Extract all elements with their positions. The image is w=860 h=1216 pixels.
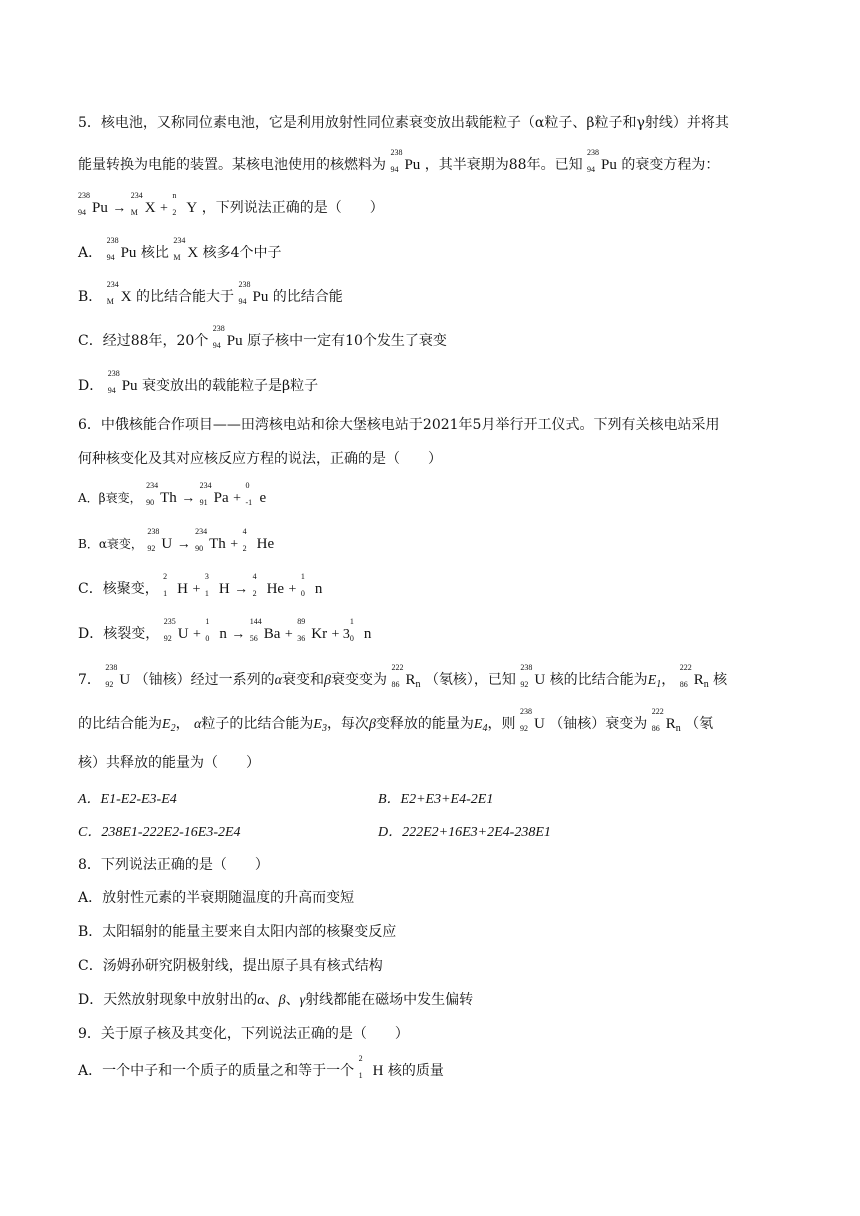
nuclide-rn222: 222 86 $R_n$: [651, 707, 681, 734]
q5-line-1: [78, 113, 729, 133]
nuclide-pu238: 238 94 Pu: [238, 280, 269, 306]
nuclide-pu238: 238 94 Pu: [212, 324, 243, 350]
q8-stem: 8．下列说法正确的是（ ）: [78, 857, 269, 873]
q7-line-2: 的比结合能为$E_2$， α粒子的比结合能为$E_3$，每次β变释放的能量为$E_4$，则 238 92 U （铀核）衰变为 222 86 $R_n$ （氡: [78, 714, 713, 739]
q9-stem: 9．关于原子核及其变化，下列说法正确的是（ ）: [78, 1026, 409, 1042]
nuclide-x234: 234 M X: [173, 236, 199, 262]
q6-option-a[interactable]: A．β衰变， 234 90 Th → 234 91 Pa + 0 -1 e: [78, 481, 267, 507]
nuclide-electron: 0 -1 e: [245, 481, 267, 507]
nuclide-pu238: 238 94 Pu: [106, 236, 137, 262]
nuclide-x234: 234 M X: [106, 280, 132, 306]
q7-line-1: 7． 238 92 U （铀核）经过一系列的α衰变和β衰变变为 222 86 $R_n$ （氡核），已知 238 92 U 核的比结合能为$E_1$， 222 86 $R_n$ 核: [78, 670, 727, 695]
q5-stem-text-3: ，下列说法正确的是（ ）: [201, 200, 384, 216]
nuclide-kr89: 89 36 Kr: [297, 617, 328, 643]
q9-option-a[interactable]: A．一个中子和一个质子的质量之和等于一个 2 1 H 核的质量: [78, 1054, 444, 1080]
nuclide-h3: 3 1 H: [204, 572, 230, 598]
nuclide-u238: 238 92 U: [519, 707, 545, 733]
nuclide-rn222: 222 86 $R_n$: [391, 663, 421, 690]
q5-stem-text-2a: 能量转换为电能的装置。某核电池使用的核燃料为: [78, 157, 386, 173]
q8-option-b[interactable]: B．太阳辐射的能量主要来自太阳内部的核聚变反应: [78, 924, 397, 940]
q6-line-2: [78, 449, 442, 469]
nuclide-ba144: 144 56 Ba: [249, 617, 281, 643]
q7-line-3: 核）共释放的能量为（ ）: [78, 755, 260, 771]
nuclide-neutron: 1 0 n: [205, 617, 227, 643]
q5-option-c[interactable]: C．经过88年，20个 238 94 Pu 原子核中一定有10个发生了衰变: [78, 324, 447, 350]
arrow-symbol: →: [112, 201, 127, 216]
q5-stem-text-2b: ，其半衰期为88年。已知: [424, 157, 583, 173]
nuclide-u238: 238 92 U: [147, 527, 173, 553]
nuclide-rn222: 222 86 $R_n$: [679, 663, 709, 690]
nuclide-pu238: 238 94 Pu: [107, 369, 138, 395]
q6-option-b[interactable]: B．α衰变， 238 92 U → 234 90 Th + 4 2 He: [78, 527, 275, 553]
nuclide-h2: 2 1 H: [358, 1054, 384, 1080]
q5-option-b[interactable]: B． 234 M X 的比结合能大于 238 94 Pu 的比结合能: [78, 280, 343, 306]
nuclide-pu238: 238 94 Pu: [587, 148, 617, 174]
q5-line-3: [78, 191, 384, 219]
q6-stem-text-2: 何种核变化及其对应核反应方程的说法，正确的是（ ）: [78, 451, 442, 467]
q8-option-d[interactable]: D．天然放射现象中放射出的α、β、γ射线都能在磁场中发生偏转: [78, 992, 474, 1008]
q5-option-d[interactable]: D． 238 94 Pu 衰变放出的载能粒子是β粒子: [78, 369, 319, 395]
q7-option-b[interactable]: B．E2+E3+E4-2E1: [378, 792, 494, 807]
q6-option-c[interactable]: C．核聚变， 2 1 H + 3 1 H → 4 2 He + 1 0 n: [78, 572, 323, 598]
nuclide-pu238: 238 94 Pu: [390, 148, 421, 174]
q7-option-d[interactable]: D．222E2+16E3+2E4-238E1: [378, 825, 551, 840]
q7-option-c[interactable]: C．238E1-222E2-16E3-2E4: [78, 825, 241, 840]
nuclide-th234: 234 90 Th: [146, 481, 177, 507]
nuclide-he4: 4 2 He: [242, 527, 275, 553]
nuclide-y: n 2 Y: [172, 191, 198, 217]
nuclide-neutron: 1 0 n: [349, 617, 372, 643]
q5-stem-text: 5．核电池，又称同位素电池，它是利用放射性同位素衰变放出载能粒子（α粒子、β粒子和γ射线）并将其: [78, 115, 729, 131]
plus-symbol: +: [160, 201, 168, 216]
nuclide-neutron: 1 0 n: [300, 572, 323, 598]
nuclide-th234: 234 90 Th: [195, 527, 226, 553]
nuclide-u238: 238 92 U: [520, 663, 546, 689]
q6-line-1: [78, 415, 719, 435]
nuclide-pa234: 234 91 Pa: [199, 481, 229, 507]
nuclide-x234: 234 M X: [130, 191, 156, 217]
q7-option-a[interactable]: A．E1-E2-E3-E4: [78, 792, 177, 807]
nuclide-u235: 235 92 U: [163, 617, 189, 643]
nuclide-he4: 4 2 He: [252, 572, 285, 598]
nuclide-u238: 238 92 U: [105, 663, 131, 689]
q5-option-a[interactable]: A． 238 94 Pu 核比 234 M X 核多4个中子: [78, 236, 282, 262]
q6-stem-text: 6．中俄核能合作项目——田湾核电站和徐大堡核电站于2021年5月举行开工仪式。下列有关核电站采用: [78, 417, 720, 433]
q8-option-c[interactable]: C．汤姆孙研究阴极射线，提出原子具有核式结构: [78, 958, 383, 974]
nuclide-pu238: 238 94 Pu: [78, 191, 108, 217]
q8-option-a[interactable]: A．放射性元素的半衰期随温度的升高而变短: [78, 890, 355, 906]
q5-line-2: [78, 148, 720, 175]
nuclide-h2: 2 1 H: [163, 572, 189, 598]
q6-option-d[interactable]: D．核裂变， 235 92 U + 1 0 n → 144 56 Ba + 89 36 Kr + 3 1 0 n: [78, 617, 372, 643]
q5-stem-text-2c: 的衰变方程为：: [621, 157, 720, 173]
